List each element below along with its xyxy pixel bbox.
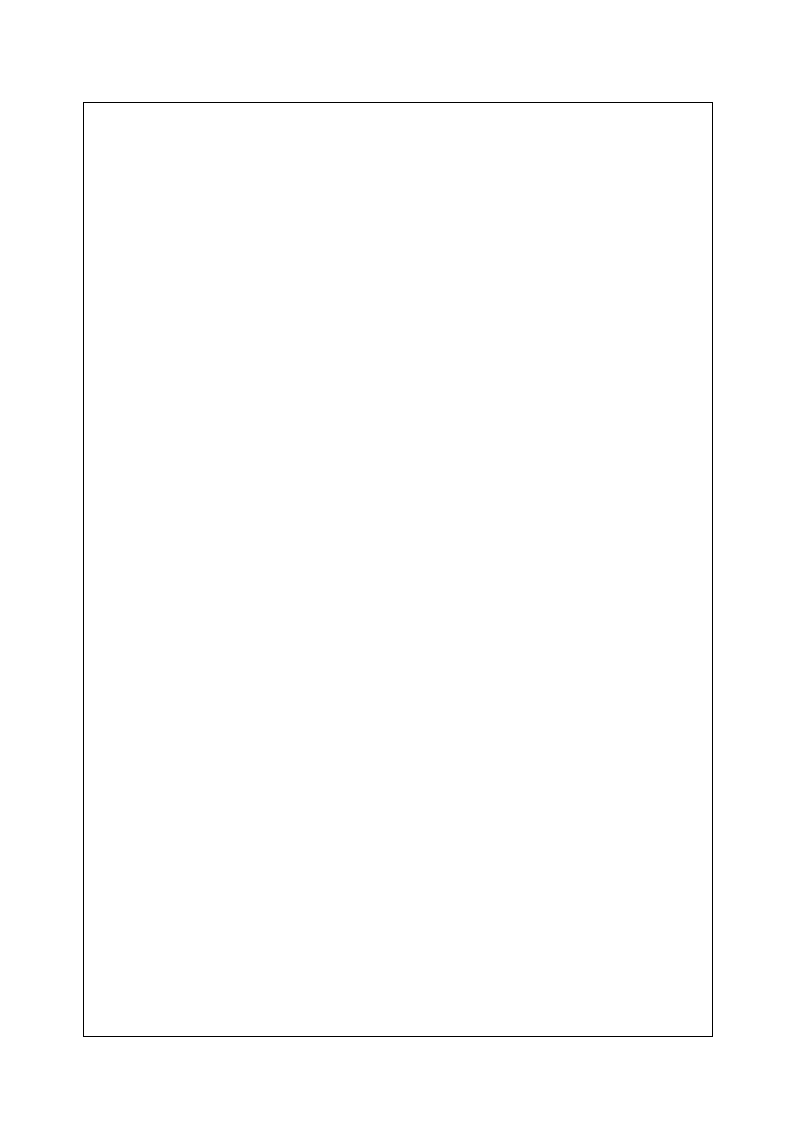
writing-sheet [83,102,713,1037]
